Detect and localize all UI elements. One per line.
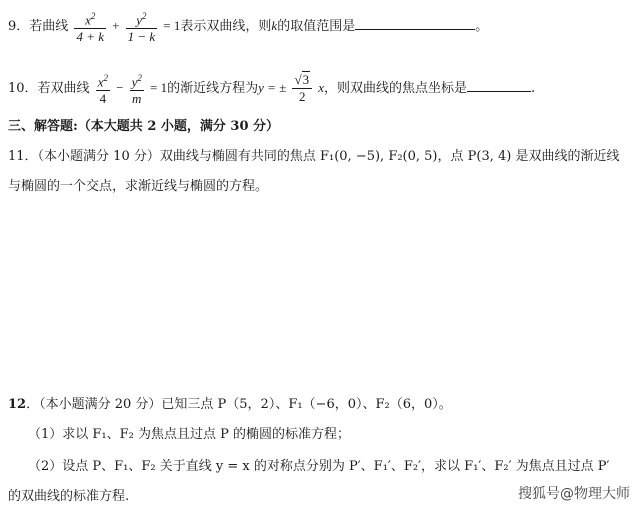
question-12-line-1: 12．（本小题满分 20 分）已知三点 P（5，2）、F₁（−6，0）、F₂（6，0）。 (8, 397, 452, 412)
q9-number: 9． (8, 19, 30, 35)
q9-answer-blank (355, 15, 475, 30)
question-10: 10．若双曲线 $\frac{x^2}{4}$ − $\frac{y^2}{m}$ = 1的渐近线方程为y = ± $\frac{√3}{2}$ x，则双曲线的焦点坐标是 . (8, 70, 535, 107)
q10-number: 10． (8, 81, 38, 97)
q10-answer-blank (467, 77, 531, 92)
q10-fraction-y: $\frac{y^2}{m}$ (130, 70, 144, 107)
question-11-line-2: 与椭圆的一个交点，求渐近线与椭圆的方程。 (8, 179, 269, 194)
q9-fraction-x: $\frac{x^2}{4 + k}$ (74, 8, 106, 45)
source-watermark: 搜狐号@物理大师 (518, 486, 630, 502)
question-9: 9．若曲线 $\frac{x^2}{4 + k}$ + $\frac{y^2}{1 - k}$ = 1表示双曲线，则k的取值范围是 。 (8, 8, 488, 45)
question-12-sub-2: （2）设点 P、F₁、F₂ 关于直线 y = x 的对称点分别为 P′、F₁′、F₂′，求以 F₁′、F₂′ 为焦点且过点 P′ (28, 459, 610, 474)
q10-fraction-sqrt3-over-2: $\frac{√3}{2}$ (292, 72, 312, 105)
q10-fraction-x: $\frac{x^2}{4}$ (96, 70, 110, 107)
q9-prefix: 若曲线 (29, 19, 69, 35)
section-3-heading: 三、解答题:（本大题共 2 小题，满分 30 分） (8, 119, 280, 134)
question-11-line-1: 11．（本小题满分 10 分）双曲线与椭圆有共同的焦点 F₁(0, −5), F₂(0, 5)，点 P(3, 4) 是双曲线的渐近线 (8, 149, 620, 164)
question-12-sub-1: （1）求以 F₁、F₂ 为焦点且过点 P 的椭圆的标准方程； (28, 427, 351, 442)
q9-fraction-y: $\frac{y^2}{1 - k}$ (126, 8, 158, 45)
question-12-sub-2-cont: 的双曲线的标准方程. (8, 489, 130, 504)
